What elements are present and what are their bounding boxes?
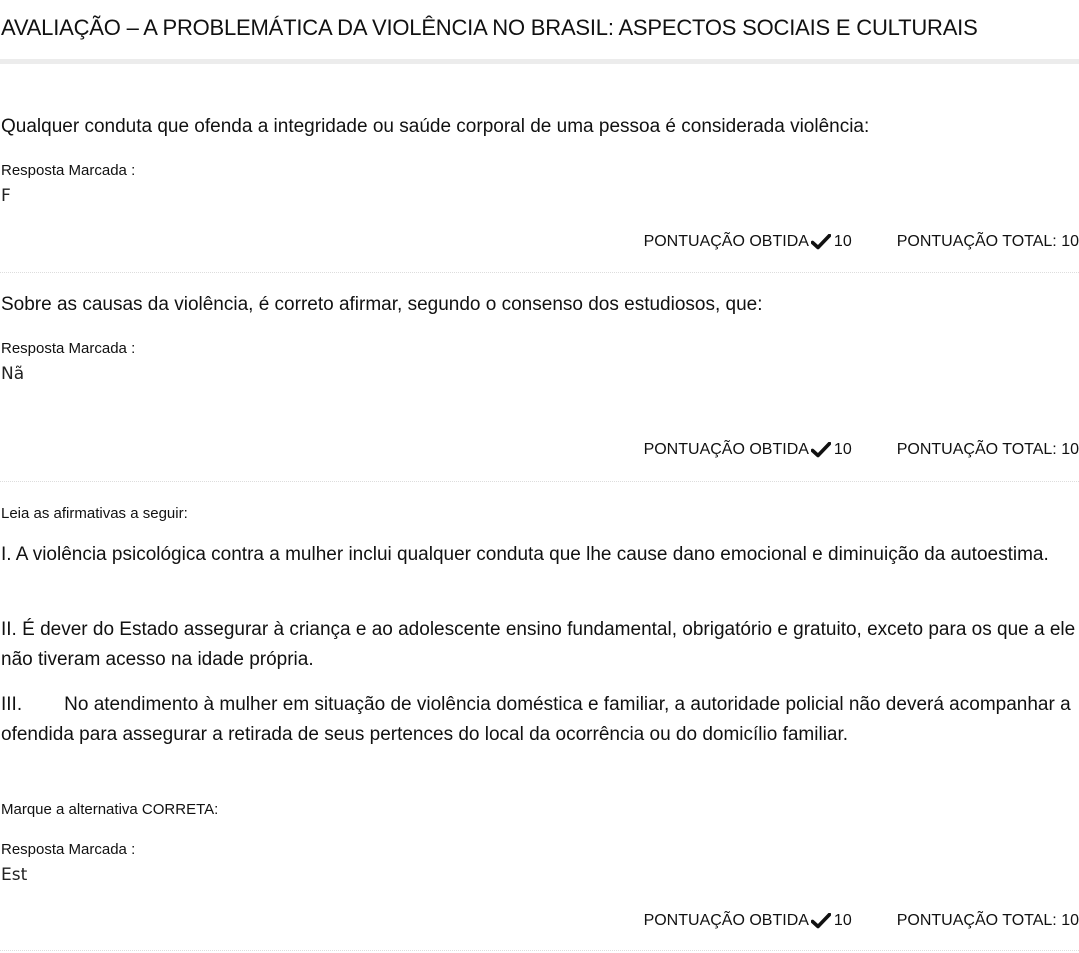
score-obtained-value: 10 — [833, 233, 852, 250]
question-text: Qualquer conduta que ofenda a integridade ou saúde corporal de uma pessoa é considerada violência: — [1, 116, 870, 137]
page-title: AVALIAÇÃO – A PROBLEMÁTICA DA VIOLÊNCIA NO BRASIL: ASPECTOS SOCIAIS E CULTURAIS — [1, 15, 978, 40]
answer-label: Resposta Marcada : — [1, 841, 136, 858]
check-icon — [811, 913, 831, 929]
score-obtained-label: PONTUAÇÃO OBTIDA — [643, 441, 809, 458]
question-text: Sobre as causas da violência, é correto afirmar, segundo o consenso dos estudiosos, que: — [1, 294, 763, 315]
statement-1: I. A violência psicológica contra a mulher inclui qualquer conduta que lhe cause dano emocional e diminuição da autoestima. — [1, 544, 1049, 565]
question-divider — [0, 950, 1079, 951]
score-total-value: 10 — [1061, 912, 1079, 929]
score-obtained-label: PONTUAÇÃO OBTIDA — [643, 912, 809, 929]
score-obtained-value: 10 — [833, 912, 852, 929]
score-obtained-label: PONTUAÇÃO OBTIDA — [643, 233, 809, 250]
answer-label: Resposta Marcada : — [1, 340, 136, 357]
score-obtained — [644, 912, 852, 930]
score-total — [897, 912, 1079, 930]
score-total-label: PONTUAÇÃO TOTAL: — [896, 233, 1057, 250]
question-intro: Leia as afirmativas a seguir: — [1, 505, 188, 522]
answer-label: Resposta Marcada : — [1, 162, 136, 179]
score-obtained-value: 10 — [833, 441, 852, 458]
score-total-label: PONTUAÇÃO TOTAL: — [896, 441, 1057, 458]
statement-3 — [1, 690, 1077, 750]
statement-3-text: No atendimento à mulher em situação de violência doméstica e familiar, a autoridade policial não deverá acompanhar a ofendida para assegurar a retirada de seus pertences do local da ocorrência ou do domicílio familiar. — [1, 694, 1071, 745]
score-total-value: 10 — [1061, 233, 1079, 250]
score-total-label: PONTUAÇÃO TOTAL: — [896, 912, 1057, 929]
question-prompt: Marque a alternativa CORRETA: — [1, 801, 219, 818]
statement-2: II. É dever do Estado assegurar à criança e ao adolescente ensino fundamental, obrigatório e gratuito, exceto para os que a ele não tiveram acesso na idade própria. — [1, 619, 1076, 670]
score-row — [644, 909, 1079, 933]
statement-3-number: III. — [1, 694, 23, 715]
score-total-value: 10 — [1061, 441, 1079, 458]
answer-value: F — [1, 186, 11, 206]
answer-value: Nã — [1, 364, 25, 384]
answer-value: Est — [1, 865, 28, 885]
